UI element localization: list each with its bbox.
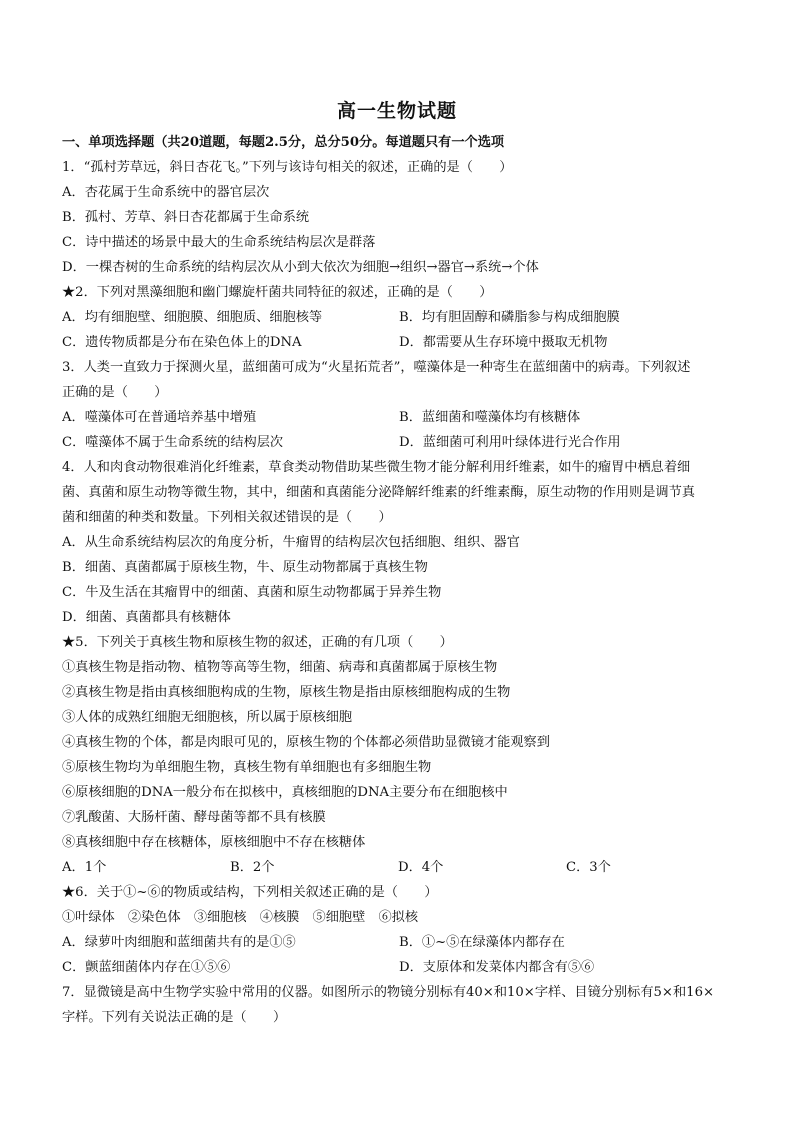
question-4-option-b: B．细菌、真菌都属于原核生物，牛、原生动物都属于真核生物 (62, 560, 428, 575)
question-6-options-row1 (62, 930, 762, 955)
question-4-stem-line3: 菌和细菌的种类和数量。下列相关叙述错误的是（ ） (62, 510, 392, 525)
question-5-statement: ⑧真核细胞中存在核糖体，原核细胞中不存在核糖体 (62, 835, 366, 850)
question-5-statement: ③人体的成熟红细胞无细胞核，所以属于原核细胞 (62, 710, 353, 725)
question-2-option-a: A．均有细胞壁、细胞膜、细胞质、细胞核等 (62, 310, 323, 325)
question-6-items: ①叶绿体 ②染色体 ③细胞核 ④核膜 ⑤细胞壁 ⑥拟核 (62, 910, 419, 925)
exam-content (62, 130, 762, 1030)
question-5-option-b: B．2个 (230, 860, 275, 875)
question-5-option-c: C．3个 (566, 860, 611, 875)
question-2-option-b: B．均有胆固醇和磷脂参与构成细胞膜 (399, 310, 620, 325)
question-5-statement: ②真核生物是指由真核细胞构成的生物，原核生物是指由原核细胞构成的生物 (62, 685, 511, 700)
question-7-stem-line1: 7．显微镜是高中生物学实验中常用的仪器。如图所示的物镜分别标有40×和10×字样、目镜分别标有5×和16× (62, 985, 715, 1000)
question-3-option-a: A．噬藻体可在普通培养基中增殖 (62, 410, 257, 425)
question-5-statement: ④真核生物的个体，都是肉眼可见的，原核生物的个体都必须借助显微镜才能观察到 (62, 735, 550, 750)
question-5-statement: ⑦乳酸菌、大肠杆菌、酵母菌等都不具有核膜 (62, 810, 326, 825)
question-5-statement: ①真核生物是指动物、植物等高等生物，细菌、病毒和真菌都属于原核生物 (62, 660, 498, 675)
question-3-options-row2 (62, 430, 762, 455)
question-3-options-row1 (62, 405, 762, 430)
question-4-option-d: D．细菌、真菌都具有核糖体 (62, 610, 231, 625)
question-5-statement: ⑥原核细胞的DNA一般分布在拟核中，真核细胞的DNA主要分布在细胞核中 (62, 785, 508, 800)
question-3-option-b: B．蓝细菌和噬藻体均有核糖体 (399, 410, 581, 425)
question-6-option-b: B．①~⑤在绿藻体内都存在 (399, 935, 565, 950)
question-2-options-row2 (62, 330, 762, 355)
question-2-option-c: C．遗传物质都是分布在染色体上的DNA (62, 335, 302, 350)
question-1-option-d: D．一棵杏树的生命系统的结构层次从小到大依次为细胞→组织→器官→系统→个体 (62, 260, 539, 275)
question-4-option-c: C．牛及生活在其瘤胃中的细菌、真菌和原生动物都属于异养生物 (62, 585, 442, 600)
section-heading: 一、单项选择题（共20道题，每题2.5分，总分50分。每道题只有一个选项 (62, 135, 505, 150)
question-1-option-c: C．诗中描述的场景中最大的生命系统结构层次是群落 (62, 235, 376, 250)
question-6-option-a: A．绿萝叶肉细胞和蓝细菌共有的是①⑤ (62, 935, 296, 950)
question-6-stem: ★6．关于①~⑥的物质或结构，下列相关叙述正确的是（ ） (62, 885, 438, 900)
question-3-stem-line2: 正确的是（ ） (62, 385, 168, 400)
question-6-option-c: C．颤蓝细菌体内存在①⑤⑥ (62, 960, 231, 975)
question-2-options-row1 (62, 305, 762, 330)
question-5-option-d: D．4个 (398, 860, 444, 875)
question-6-options-row2 (62, 955, 762, 980)
question-7-stem-line2: 字样。下列有关说法正确的是（ ） (62, 1010, 287, 1025)
question-2-stem: ★2．下列对黑藻细胞和幽门螺旋杆菌共同特征的叙述，正确的是（ ） (62, 285, 493, 300)
question-3-option-c: C．噬藻体不属于生命系统的结构层次 (62, 435, 284, 450)
question-1-option-a: A．杏花属于生命系统中的器官层次 (62, 185, 270, 200)
question-1-stem: 1．“孤村芳草远，斜日杏花飞。”下列与该诗句相关的叙述，正确的是（ ） (62, 160, 513, 175)
question-2-option-d: D．都需要从生存环境中摄取无机物 (399, 335, 608, 350)
question-5-option-a: A．1个 (62, 860, 107, 875)
question-6-option-d: D．支原体和发菜体内都含有⑤⑥ (399, 960, 595, 975)
question-1-option-b: B．孤村、芳草、斜日杏花都属于生命系统 (62, 210, 310, 225)
question-3-option-d: D．蓝细菌可利用叶绿体进行光合作用 (399, 435, 621, 450)
question-4-stem-line2: 菌、真菌和原生动物等微生物，其中，细菌和真菌能分泌降解纤维素的纤维素酶，原生动物的作用则是调节真 (62, 485, 695, 500)
question-4-stem-line1: 4．人和肉食动物很难消化纤维素，草食类动物借助某些微生物才能分解利用纤维素，如牛的瘤胃中栖息着细 (62, 460, 691, 475)
page-title: 高一生物试题 (336, 100, 457, 122)
question-5-stem: ★5．下列关于真核生物和原核生物的叙述，正确的有几项（ ） (62, 635, 453, 650)
question-3-stem-line1: 3．人类一直致力于探测火星，蓝细菌可成为“火星拓荒者”，噬藻体是一种寄生在蓝细菌中的病毒。下列叙述 (62, 360, 691, 375)
question-4-option-a: A．从生命系统结构层次的角度分析，牛瘤胃的结构层次包括细胞、组织、器官 (62, 535, 520, 550)
question-5-options-row (62, 855, 762, 880)
question-5-statement: ⑤原核生物均为单细胞生物，真核生物有单细胞也有多细胞生物 (62, 760, 432, 775)
